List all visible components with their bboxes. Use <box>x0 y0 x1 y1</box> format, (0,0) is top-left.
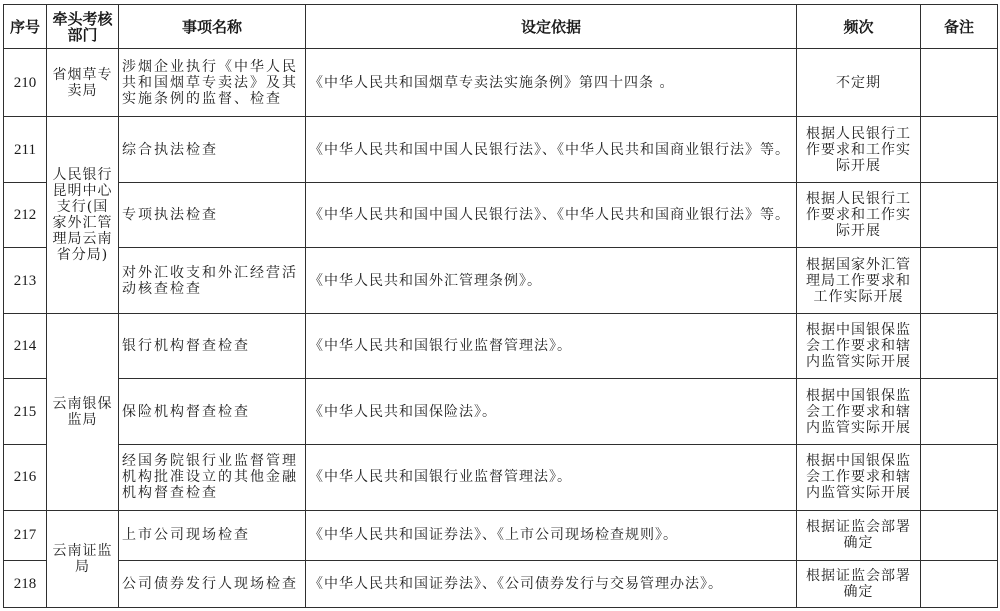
row-freq: 根据国家外汇管理局工作要求和工作实际开展 <box>797 248 921 313</box>
row-basis: 《中华人民共和国烟草专卖法实施条例》第四十四条 。 <box>306 49 797 117</box>
row-seq: 218 <box>4 560 47 607</box>
row-note <box>921 117 998 182</box>
row-freq: 根据中国银保监会工作要求和辖内监管实际开展 <box>797 379 921 444</box>
row-item: 综合执法检查 <box>119 117 306 182</box>
row-basis: 《中华人民共和国中国人民银行法》、《中华人民共和国商业银行法》等。 <box>306 117 797 182</box>
row-note <box>921 49 998 117</box>
row-freq: 根据证监会部署确定 <box>797 560 921 607</box>
row-item: 对外汇收支和外汇经营活动核查检查 <box>119 248 306 313</box>
row-seq: 210 <box>4 49 47 117</box>
row-seq: 213 <box>4 248 47 313</box>
row-item: 经国务院银行业监督管理机构批准设立的其他金融机构督查检查 <box>119 444 306 510</box>
row-item: 保险机构督查检查 <box>119 379 306 444</box>
row-item: 专项执法检查 <box>119 182 306 247</box>
header-item: 事项名称 <box>119 5 306 49</box>
table-row <box>4 379 998 444</box>
row-item: 上市公司现场检查 <box>119 511 306 560</box>
row-note <box>921 511 998 560</box>
table-row <box>4 560 998 607</box>
row-seq: 214 <box>4 313 47 378</box>
row-freq: 根据中国银保监会工作要求和辖内监管实际开展 <box>797 444 921 510</box>
row-freq: 根据证监会部署确定 <box>797 511 921 560</box>
table-row <box>4 511 998 560</box>
header-note: 备注 <box>921 5 998 49</box>
row-dept: 人民银行昆明中心支行(国家外汇管理局云南省分局) <box>47 117 119 313</box>
row-note <box>921 444 998 510</box>
row-basis: 《中华人民共和国保险法》。 <box>306 379 797 444</box>
inspection-items-table <box>3 4 998 608</box>
row-seq: 212 <box>4 182 47 247</box>
row-freq: 不定期 <box>797 49 921 117</box>
row-freq: 根据人民银行工作要求和工作实际开展 <box>797 182 921 247</box>
row-note <box>921 560 998 607</box>
row-note <box>921 248 998 313</box>
row-freq: 根据人民银行工作要求和工作实际开展 <box>797 117 921 182</box>
row-basis: 《中华人民共和国证券法》、《公司债券发行与交易管理办法》。 <box>306 560 797 607</box>
header-freq: 频次 <box>797 5 921 49</box>
row-basis: 《中华人民共和国银行业监督管理法》。 <box>306 444 797 510</box>
row-seq: 215 <box>4 379 47 444</box>
table-row <box>4 182 998 247</box>
row-seq: 217 <box>4 511 47 560</box>
header-seq: 序号 <box>4 5 47 49</box>
table-row <box>4 117 998 182</box>
row-item: 涉烟企业执行《中华人民共和国烟草专卖法》及其实施条例的监督、检查 <box>119 49 306 117</box>
header-row <box>4 5 998 49</box>
row-basis: 《中华人民共和国证券法》、《上市公司现场检查规则》。 <box>306 511 797 560</box>
row-seq: 211 <box>4 117 47 182</box>
row-item: 公司债券发行人现场检查 <box>119 560 306 607</box>
row-dept: 云南证监局 <box>47 511 119 608</box>
row-basis: 《中华人民共和国银行业监督管理法》。 <box>306 313 797 378</box>
row-item: 银行机构督查检查 <box>119 313 306 378</box>
row-note <box>921 182 998 247</box>
header-basis: 设定依据 <box>306 5 797 49</box>
row-note <box>921 379 998 444</box>
table-row <box>4 49 998 117</box>
row-seq: 216 <box>4 444 47 510</box>
table-row <box>4 444 998 510</box>
row-basis: 《中华人民共和国中国人民银行法》、《中华人民共和国商业银行法》等。 <box>306 182 797 247</box>
row-freq: 根据中国银保监会工作要求和辖内监管实际开展 <box>797 313 921 378</box>
row-dept: 云南银保监局 <box>47 313 119 510</box>
row-basis: 《中华人民共和国外汇管理条例》。 <box>306 248 797 313</box>
row-dept: 省烟草专卖局 <box>47 49 119 117</box>
row-note <box>921 313 998 378</box>
table-row <box>4 248 998 313</box>
header-dept: 牵头考核部门 <box>47 5 119 49</box>
table-row <box>4 313 998 378</box>
